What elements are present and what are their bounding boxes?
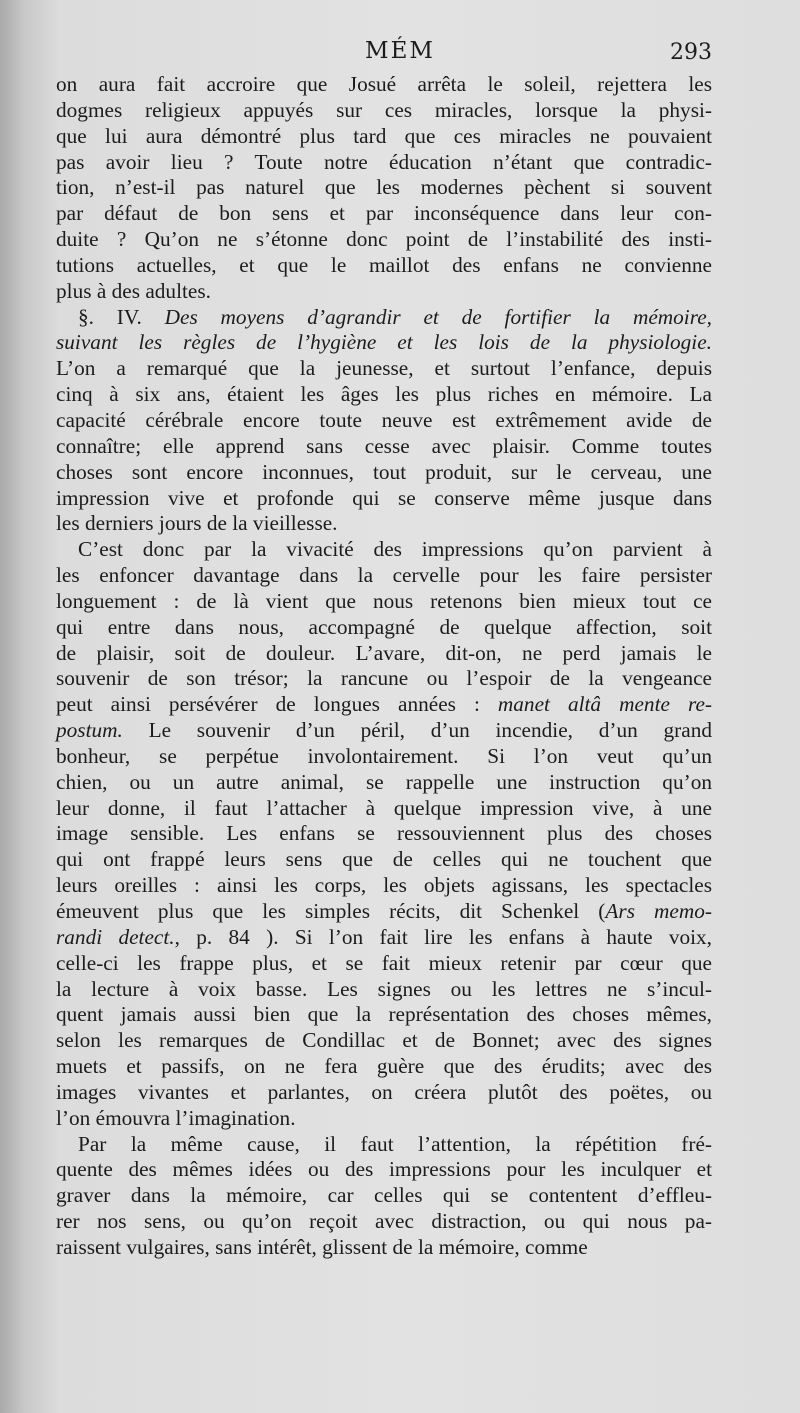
paragraph — [56, 537, 712, 1131]
italic-segment: Des moyens d’agrandir et de fortifier la mémoire, — [164, 304, 713, 329]
text-line — [56, 511, 712, 537]
text-segment: image sensible. Les enfans se ressouviennent plus des choses — [56, 821, 712, 846]
text-line — [56, 356, 712, 382]
text-line — [56, 227, 712, 253]
text-segment: cinq à six ans, étaient les âges les plus riches en mémoire. La — [56, 382, 712, 407]
italic-segment: suivant les règles de l’hygiène et les lois de la physiologie. — [56, 330, 712, 355]
text-segment: souvenir de son trésor; la rancune ou l’espoir de la vengeance — [56, 666, 712, 691]
text-line — [56, 1132, 712, 1158]
text-line — [56, 744, 712, 770]
text-segment: on aura fait accroire que Josué arrêta le soleil, rejettera les — [56, 72, 712, 96]
text-segment: les enfoncer davantage dans la cervelle pour les faire persister — [56, 563, 712, 588]
text-line — [56, 925, 712, 951]
text-segment: dogmes religieux appuyés sur ces miracles, lorsque la physi- — [56, 97, 712, 122]
text-line — [56, 666, 712, 692]
page-number: 293 — [670, 40, 712, 65]
text-segment: graver dans la mémoire, car celles qui se contentent d’effleu- — [56, 1183, 712, 1208]
text-segment: celle-ci les frappe plus, et se fait mieux retenir par cœur que — [56, 950, 712, 975]
text-segment: peut ainsi persévérer de longues années : — [56, 692, 498, 717]
text-line — [56, 615, 712, 641]
text-line — [56, 1054, 712, 1080]
text-line — [56, 330, 712, 356]
text-line — [56, 279, 712, 305]
text-segment: L’on a remarqué que la jeunesse, et surtout l’enfance, depuis — [56, 356, 712, 381]
text-line — [56, 1235, 712, 1261]
text-line — [56, 1080, 712, 1106]
text-segment: l’on émouvra l’imagination. — [56, 1105, 296, 1130]
text-line — [56, 718, 712, 744]
text-segment: rer nos sens, ou qu’on reçoit avec distraction, ou qui nous pa- — [56, 1209, 712, 1234]
text-segment: que lui aura démontré plus tard que ces miracles ne pouvaient — [56, 123, 712, 148]
text-line — [56, 72, 712, 98]
text-segment: chien, ou un autre animal, se rappelle une instruction qu’on — [56, 769, 712, 794]
text-line — [56, 253, 712, 279]
text-segment: selon les remarques de Condillac et de Bonnet; avec des signes — [56, 1028, 712, 1053]
text-segment: impression vive et profonde qui se conserve même jusque dans — [56, 485, 712, 510]
text-line — [56, 899, 712, 925]
text-segment: quente des mêmes idées ou des impressions pour les inculquer et — [56, 1157, 712, 1182]
text-line — [56, 951, 712, 977]
text-segment: , p. 84 ). Si l’on fait lire les enfans à haute voix, — [174, 924, 713, 949]
text-segment: quent jamais aussi bien que la représentation des choses mêmes, — [56, 1002, 712, 1027]
text-line — [56, 692, 712, 718]
italic-segment: randi detect. — [56, 924, 175, 949]
text-segment: tutions actuelles, et que le maillot des enfans ne convienne — [56, 252, 712, 277]
paragraph — [56, 72, 712, 305]
text-line — [56, 847, 712, 873]
text-segment: muets et passifs, on ne fera guère que des érudits; avec des — [56, 1054, 712, 1079]
text-line — [56, 977, 712, 1003]
text-segment: par défaut de bon sens et par inconséquence dans leur con- — [56, 201, 712, 226]
text-segment: Le souvenir d’un péril, d’un incendie, d’un grand — [122, 718, 712, 743]
paragraph — [56, 1132, 712, 1261]
text-segment: de plaisir, soit de douleur. L’avare, dit-on, ne perd jamais le — [56, 640, 712, 665]
text-line — [56, 1157, 712, 1183]
paragraph — [56, 305, 712, 538]
text-line — [56, 821, 712, 847]
text-line — [56, 1002, 712, 1028]
body-text — [56, 72, 712, 1261]
text-segment: leurs oreilles : ainsi les corps, les objets agissans, les spectacles — [56, 873, 712, 898]
text-line — [56, 641, 712, 667]
italic-segment: Ars memo- — [605, 899, 712, 923]
text-segment: la lecture à voix basse. Les signes ou les lettres ne s’incul- — [56, 976, 712, 1001]
text-line — [56, 408, 712, 434]
text-line — [56, 589, 712, 615]
text-segment: bonheur, se perpétue involontairement. Si l’on veut qu’un — [56, 743, 712, 768]
text-line — [56, 1106, 712, 1132]
text-segment: connaître; elle apprend sans cesse avec plaisir. Comme toutes — [56, 433, 712, 458]
text-line — [56, 175, 712, 201]
text-line — [56, 460, 712, 486]
text-line — [56, 434, 712, 460]
text-line — [56, 201, 712, 227]
text-line — [56, 1183, 712, 1209]
text-line — [56, 486, 712, 512]
text-line — [56, 150, 712, 176]
italic-segment: postum. — [56, 718, 123, 743]
text-segment: émeuvent plus que les simples récits, dit Schenkel ( — [56, 899, 606, 923]
text-line — [56, 537, 712, 563]
text-line — [56, 1028, 712, 1054]
text-segment: capacité cérébrale encore toute neuve est extrêmement avide de — [56, 407, 712, 432]
text-line — [56, 770, 712, 796]
text-line — [56, 124, 712, 150]
italic-segment: manet altâ mente re- — [497, 692, 713, 717]
text-segment: raissent vulgaires, sans intérêt, glissent de la mémoire, comme — [56, 1234, 588, 1259]
text-line — [56, 873, 712, 899]
text-segment: leur donne, il faut l’attacher à quelque impression vive, à une — [56, 795, 712, 820]
text-line — [56, 382, 712, 408]
text-segment: choses sont encore inconnues, tout produit, sur le cerveau, une — [56, 459, 712, 484]
text-line — [56, 98, 712, 124]
text-segment: longuement : de là vient que nous retenons bien mieux tout ce — [56, 588, 712, 613]
text-line — [56, 1209, 712, 1235]
text-segment: C’est donc par la vivacité des impressions qu’on parvient à — [78, 537, 712, 562]
text-segment: images vivantes et parlantes, on créera plutôt des poëtes, ou — [56, 1079, 712, 1104]
text-line — [56, 305, 712, 331]
text-line — [56, 563, 712, 589]
text-segment: §. IV. — [78, 304, 165, 329]
text-segment: tion, n’est-il pas naturel que les modernes pèchent si souvent — [56, 175, 712, 200]
running-title: MÉM — [365, 38, 435, 64]
text-segment: qui ont frappé leurs sens que de celles qui ne touchent que — [56, 847, 712, 872]
text-segment: plus à des adultes. — [56, 278, 211, 303]
text-segment: duite ? Qu’on ne s’étonne donc point de l’instabilité des insti- — [56, 227, 712, 252]
text-line — [56, 796, 712, 822]
text-segment: les derniers jours de la vieillesse. — [56, 511, 338, 536]
text-segment: qui entre dans nous, accompagné de quelque affection, soit — [56, 614, 712, 639]
text-segment: pas avoir lieu ? Toute notre éducation n’étant que contradic- — [56, 149, 712, 174]
text-segment: Par la même cause, il faut l’attention, la répétition fré- — [78, 1131, 712, 1156]
